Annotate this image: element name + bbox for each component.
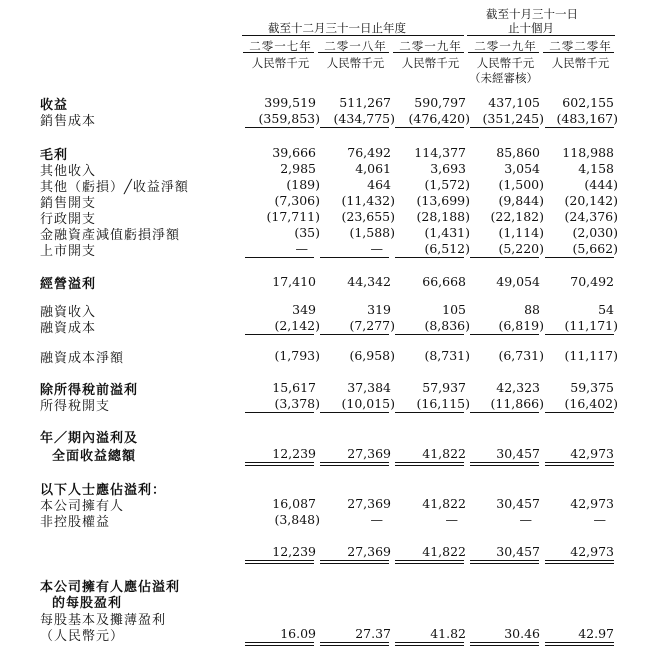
total-double-rule [245, 560, 314, 564]
row-value: 42,973 [570, 544, 614, 559]
row-value: (10,015) [341, 396, 395, 411]
subtotal-rule [545, 412, 614, 413]
row-label: 經營溢利 [40, 277, 97, 292]
row-label: 的每股盈利 [52, 596, 123, 611]
row-value: 4,061 [355, 161, 391, 176]
row-value: 118,988 [562, 145, 614, 160]
row-value: 27.37 [355, 626, 391, 641]
row-value: (16,402) [564, 396, 618, 411]
row-value: (1,588) [349, 225, 395, 240]
column-period-1: 二零一七年 [249, 39, 312, 53]
row-label: 行政開支 [40, 212, 97, 227]
row-value: — [519, 512, 532, 527]
row-value: — [593, 512, 606, 527]
total-double-rule [470, 462, 539, 466]
row-label: 以下人士應佔溢利： [40, 483, 167, 498]
subtotal-rule [470, 127, 539, 128]
row-value: 88 [524, 302, 540, 317]
row-label: 金融資產減值虧損淨額 [40, 228, 181, 243]
column-note-4: （未經審核） [469, 71, 538, 85]
row-value: (20,142) [564, 193, 618, 208]
row-value: 12,239 [272, 446, 316, 461]
total-double-rule [395, 462, 464, 466]
column-period-5: 二零二零年 [549, 39, 612, 53]
subtotal-rule [470, 412, 539, 413]
row-value: 399,519 [264, 95, 316, 110]
header-rule-period [467, 35, 615, 36]
row-value: (3,378) [274, 396, 320, 411]
row-value: 30,457 [496, 446, 540, 461]
column-header-rule-5 [543, 52, 614, 53]
subtotal-rule [470, 257, 539, 258]
row-value: 12,239 [272, 544, 316, 559]
row-label: 銷售成本 [40, 114, 97, 129]
row-value: (28,188) [416, 209, 470, 224]
row-value: 114,377 [414, 145, 466, 160]
column-period-4: 二零一九年 [474, 39, 537, 53]
row-value: 511,267 [339, 95, 391, 110]
row-value: (13,699) [416, 193, 470, 208]
row-value: (11,171) [564, 318, 618, 333]
row-value: 464 [367, 177, 391, 192]
subtotal-rule [545, 257, 614, 258]
total-double-rule [395, 560, 464, 564]
row-label: 融資成本 [40, 321, 97, 336]
row-label: 其他（虧損）╱收益淨額 [40, 180, 189, 195]
row-value: (11,117) [564, 348, 618, 363]
row-value: (6,512) [424, 241, 470, 256]
header-group-period-line2: 止十個月 [508, 21, 554, 35]
row-value: 349 [292, 302, 316, 317]
row-value: (9,844) [498, 193, 544, 208]
row-value: — [370, 512, 383, 527]
row-value: 15,617 [272, 380, 316, 395]
row-value: 44,342 [347, 274, 391, 289]
row-value: (7,306) [274, 193, 320, 208]
row-value: (7,277) [349, 318, 395, 333]
row-value: 39,666 [272, 145, 316, 160]
subtotal-rule [395, 334, 464, 335]
column-header-rule-4 [468, 52, 539, 53]
row-value: (444) [584, 177, 618, 192]
row-value: 602,155 [562, 95, 614, 110]
row-value: 4,158 [578, 161, 614, 176]
row-value: (6,958) [349, 348, 395, 363]
subtotal-rule [245, 257, 314, 258]
row-value: (23,655) [341, 209, 395, 224]
row-value: 590,797 [414, 95, 466, 110]
column-unit-3: 人民幣千元 [401, 56, 460, 70]
column-unit-1: 人民幣千元 [251, 56, 310, 70]
row-value: (5,220) [498, 241, 544, 256]
total-double-rule [320, 462, 389, 466]
row-value: 319 [367, 302, 391, 317]
row-value: (11,866) [490, 396, 544, 411]
row-value: (2,030) [572, 225, 618, 240]
row-value: 57,937 [422, 380, 466, 395]
subtotal-rule [320, 334, 389, 335]
row-value: 42.97 [578, 626, 614, 641]
row-label: 收益 [40, 98, 69, 113]
subtotal-rule [245, 412, 314, 413]
row-value: 30.46 [504, 626, 540, 641]
subtotal-rule [320, 412, 389, 413]
total-double-rule [470, 560, 539, 564]
subtotal-rule [320, 257, 389, 258]
total-double-rule [320, 560, 389, 564]
row-label: 融資成本淨額 [40, 351, 125, 366]
row-value: (35) [294, 225, 320, 240]
row-value: (1,793) [274, 348, 320, 363]
total-double-rule [545, 642, 614, 646]
row-label: 融資收入 [40, 305, 97, 320]
header-rule-year [242, 35, 464, 36]
row-value: (8,731) [424, 348, 470, 363]
row-value: 16.09 [280, 626, 316, 641]
row-value: (8,836) [424, 318, 470, 333]
row-label: 全面收益總額 [52, 449, 137, 464]
row-label: 本公司擁有人 [40, 499, 125, 514]
row-value: 3,693 [430, 161, 466, 176]
row-value: 41,822 [422, 544, 466, 559]
subtotal-rule [545, 127, 614, 128]
row-value: 41.82 [430, 626, 466, 641]
row-label: 毛利 [40, 148, 69, 163]
row-label: 非控股權益 [40, 515, 111, 530]
total-double-rule [470, 642, 539, 646]
row-value: (11,432) [341, 193, 395, 208]
row-value: 27,369 [347, 496, 391, 511]
subtotal-rule [395, 127, 464, 128]
row-value: 437,105 [488, 95, 540, 110]
row-value: 85,860 [496, 145, 540, 160]
row-value: (434,775) [333, 111, 395, 126]
row-value: — [295, 241, 308, 256]
row-value: 30,457 [496, 544, 540, 559]
row-value: 59,375 [570, 380, 614, 395]
row-value: (189) [286, 177, 320, 192]
row-value: (17,711) [266, 209, 320, 224]
column-header-rule-1 [243, 52, 314, 53]
row-value: 105 [442, 302, 466, 317]
row-value: (1,500) [498, 177, 544, 192]
row-value: 70,492 [570, 274, 614, 289]
column-unit-2: 人民幣千元 [326, 56, 385, 70]
row-value: (6,819) [498, 318, 544, 333]
row-value: (1,572) [424, 177, 470, 192]
total-double-rule [320, 642, 389, 646]
row-value: (24,376) [564, 209, 618, 224]
header-group-year: 截至十二月三十一日止年度 [268, 21, 406, 35]
subtotal-rule [245, 334, 314, 335]
row-label: 銷售開支 [40, 196, 97, 211]
row-value: (22,182) [490, 209, 544, 224]
subtotal-rule [545, 334, 614, 335]
row-value: (3,848) [274, 512, 320, 527]
row-value: (351,245) [482, 111, 544, 126]
row-value: 42,323 [496, 380, 540, 395]
total-double-rule [545, 560, 614, 564]
row-value: 27,369 [347, 544, 391, 559]
row-value: — [370, 241, 383, 256]
row-value: 42,973 [570, 496, 614, 511]
column-header-rule-3 [393, 52, 464, 53]
row-value: 76,492 [347, 145, 391, 160]
row-label: 上市開支 [40, 244, 97, 259]
row-value: 41,822 [422, 496, 466, 511]
total-double-rule [545, 462, 614, 466]
row-value: 16,087 [272, 496, 316, 511]
row-value: 41,822 [422, 446, 466, 461]
row-value: (483,167) [556, 111, 618, 126]
row-value: (16,115) [416, 396, 470, 411]
column-unit-5: 人民幣千元 [551, 56, 610, 70]
row-value: (1,114) [498, 225, 544, 240]
row-value: 3,054 [504, 161, 540, 176]
row-value: 66,668 [422, 274, 466, 289]
row-label: （人民幣元） [40, 629, 125, 644]
row-value: (6,731) [498, 348, 544, 363]
row-label: 本公司擁有人應佔溢利 [40, 580, 181, 595]
column-header-rule-2 [318, 52, 389, 53]
row-value: 49,054 [496, 274, 540, 289]
subtotal-rule [395, 412, 464, 413]
subtotal-rule [395, 257, 464, 258]
row-value: 17,410 [272, 274, 316, 289]
total-double-rule [245, 642, 314, 646]
total-double-rule [395, 642, 464, 646]
row-label: 年／期內溢利及 [40, 431, 139, 446]
row-value: 42,973 [570, 446, 614, 461]
column-period-2: 二零一八年 [324, 39, 387, 53]
column-unit-4: 人民幣千元 [476, 56, 535, 70]
row-value: 54 [598, 302, 614, 317]
row-value: (5,662) [572, 241, 618, 256]
subtotal-rule [245, 127, 314, 128]
row-value: — [445, 512, 458, 527]
column-period-3: 二零一九年 [399, 39, 462, 53]
row-value: 2,985 [280, 161, 316, 176]
row-value: 30,457 [496, 496, 540, 511]
row-value: 37,384 [347, 380, 391, 395]
row-value: (2,142) [274, 318, 320, 333]
total-double-rule [245, 462, 314, 466]
subtotal-rule [470, 334, 539, 335]
row-value: (476,420) [408, 111, 470, 126]
row-label: 每股基本及攤薄盈利 [40, 613, 167, 628]
row-value: 27,369 [347, 446, 391, 461]
row-label: 其他收入 [40, 164, 97, 179]
subtotal-rule [320, 127, 389, 128]
row-label: 所得稅開支 [40, 399, 111, 414]
row-value: (1,431) [424, 225, 470, 240]
row-label: 除所得稅前溢利 [40, 383, 139, 398]
row-value: (359,853) [258, 111, 320, 126]
header-group-period-line1: 截至十月三十一日 [486, 7, 578, 21]
